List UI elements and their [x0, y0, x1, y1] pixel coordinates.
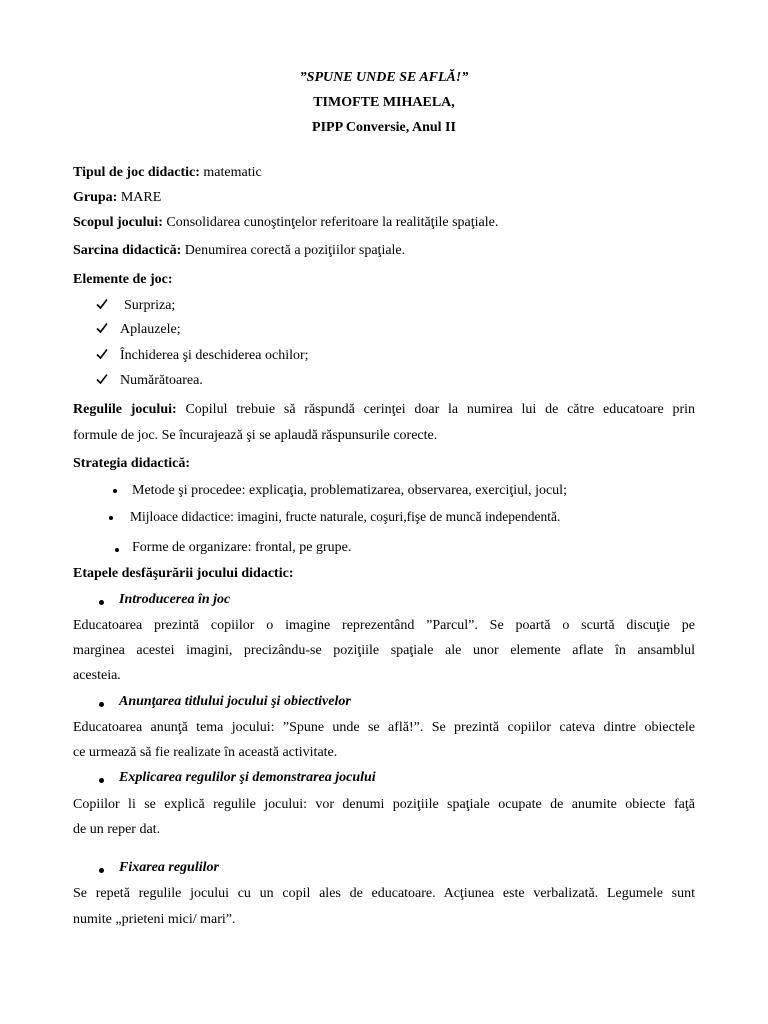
field-sarcina-value: Denumirea corectă a poziţiilor spaţiale. — [181, 243, 406, 258]
step-text-line: numite „prieteni mici/ mari”. — [73, 912, 236, 927]
step-text-line: acesteia. — [73, 668, 121, 683]
field-tip-value: matematic — [199, 165, 262, 180]
step-text-line: marginea acestei imagini, precizându-se poziţiile spaţiale ale unor elemente aflate în ansamblul — [73, 643, 695, 658]
field-elemente — [73, 272, 173, 288]
step-text-line: Educatoarea anunţă tema jocului: ”Spune unde se află!”. Se prezintă copiilor cateva dintre obiectele — [73, 720, 695, 735]
checklist-item: Aplauzele; — [120, 322, 181, 337]
field-grupa — [73, 190, 161, 206]
checkmark-icon — [96, 322, 108, 334]
bullet-icon — [99, 862, 104, 878]
step-text-line: Se repetă regulile jocului cu un copil ales de educatoare. Acţiunea este verbalizată. Legumele sunt — [73, 886, 695, 901]
etapele-label — [73, 566, 294, 582]
field-grupa-value: MARE — [117, 190, 162, 205]
step-text-line: Educatoarea prezintă copiilor o imagine reprezentând ”Parcul”. Se poartă o scurtă discuţie pe — [73, 618, 695, 633]
bullet-icon — [99, 594, 104, 610]
program-line: PIPP Conversie, Anul II — [312, 120, 456, 135]
field-scop — [73, 215, 498, 231]
checklist-item: Închiderea şi deschiderea ochilor; — [120, 348, 309, 363]
strategia-heading: Strategia didactică: — [73, 456, 191, 471]
bullet-icon — [113, 482, 117, 498]
etapele-heading: Etapele desfăşurării jocului didactic: — [73, 566, 294, 581]
checklist-item: Surpriza; — [124, 298, 176, 313]
author-name: TIMOFTE MIHAELA, — [313, 95, 455, 110]
field-elemente-label: Elemente de joc: — [73, 272, 173, 287]
step-text-line: de un reper dat. — [73, 822, 161, 837]
document-title: ”SPUNE UNDE SE AFLĂ!” — [299, 70, 469, 85]
bullet-icon — [99, 696, 104, 712]
bullet-icon — [99, 772, 104, 788]
field-sarcina — [73, 243, 405, 259]
strategia-label — [73, 456, 190, 472]
field-grupa-label: Grupa: — [73, 190, 118, 205]
field-tip — [73, 165, 262, 181]
bullet-icon — [109, 509, 113, 525]
step-heading: Introducerea în joc — [119, 592, 231, 607]
strategia-item: Metode şi procedee: explicaţia, problematizarea, observarea, exerciţiul, jocul; — [132, 483, 567, 498]
checkmark-icon — [96, 348, 108, 360]
checkmark-icon — [96, 298, 108, 310]
reguli-line-1 — [73, 402, 695, 418]
step-text-line: Copiilor li se explică regulile jocului: vor denumi poziţiile spaţiale ocupate de anumite obiecte faţă — [73, 797, 695, 812]
checkmark-icon — [96, 373, 108, 385]
bullet-icon — [115, 541, 119, 557]
reguli-line-2: formule de joc. Se încurajează şi se aplaudă răspunsurile corecte. — [73, 428, 438, 443]
strategia-item: Mijloace didactice: imagini, fructe naturale, coşuri,fişe de muncă independentă. — [130, 509, 561, 524]
field-scop-label: Scopul jocului: — [73, 215, 163, 230]
step-heading: Anunţarea titlului jocului şi obiectivelor — [119, 694, 351, 709]
field-sarcina-label: Sarcina didactică: — [73, 243, 182, 258]
checklist-item: Numărătoarea. — [120, 373, 203, 388]
step-heading: Explicarea regulilor şi demonstrarea jocului — [119, 770, 376, 785]
step-heading: Fixarea regulilor — [119, 860, 219, 875]
step-text-line: ce urmează să fie realizate în această activitate. — [73, 745, 338, 760]
field-tip-label: Tipul de joc didactic: — [73, 165, 200, 180]
field-scop-value: Consolidarea cunoştinţelor referitoare la realităţile spaţiale. — [162, 215, 499, 230]
reguli-text-1: Copilul trebuie să răspundă cerinţei doar la numirea lui de către educatoare prin — [176, 402, 695, 417]
strategia-item: Forme de organizare: frontal, pe grupe. — [132, 540, 352, 555]
reguli-label: Regulile jocului: — [73, 402, 177, 417]
